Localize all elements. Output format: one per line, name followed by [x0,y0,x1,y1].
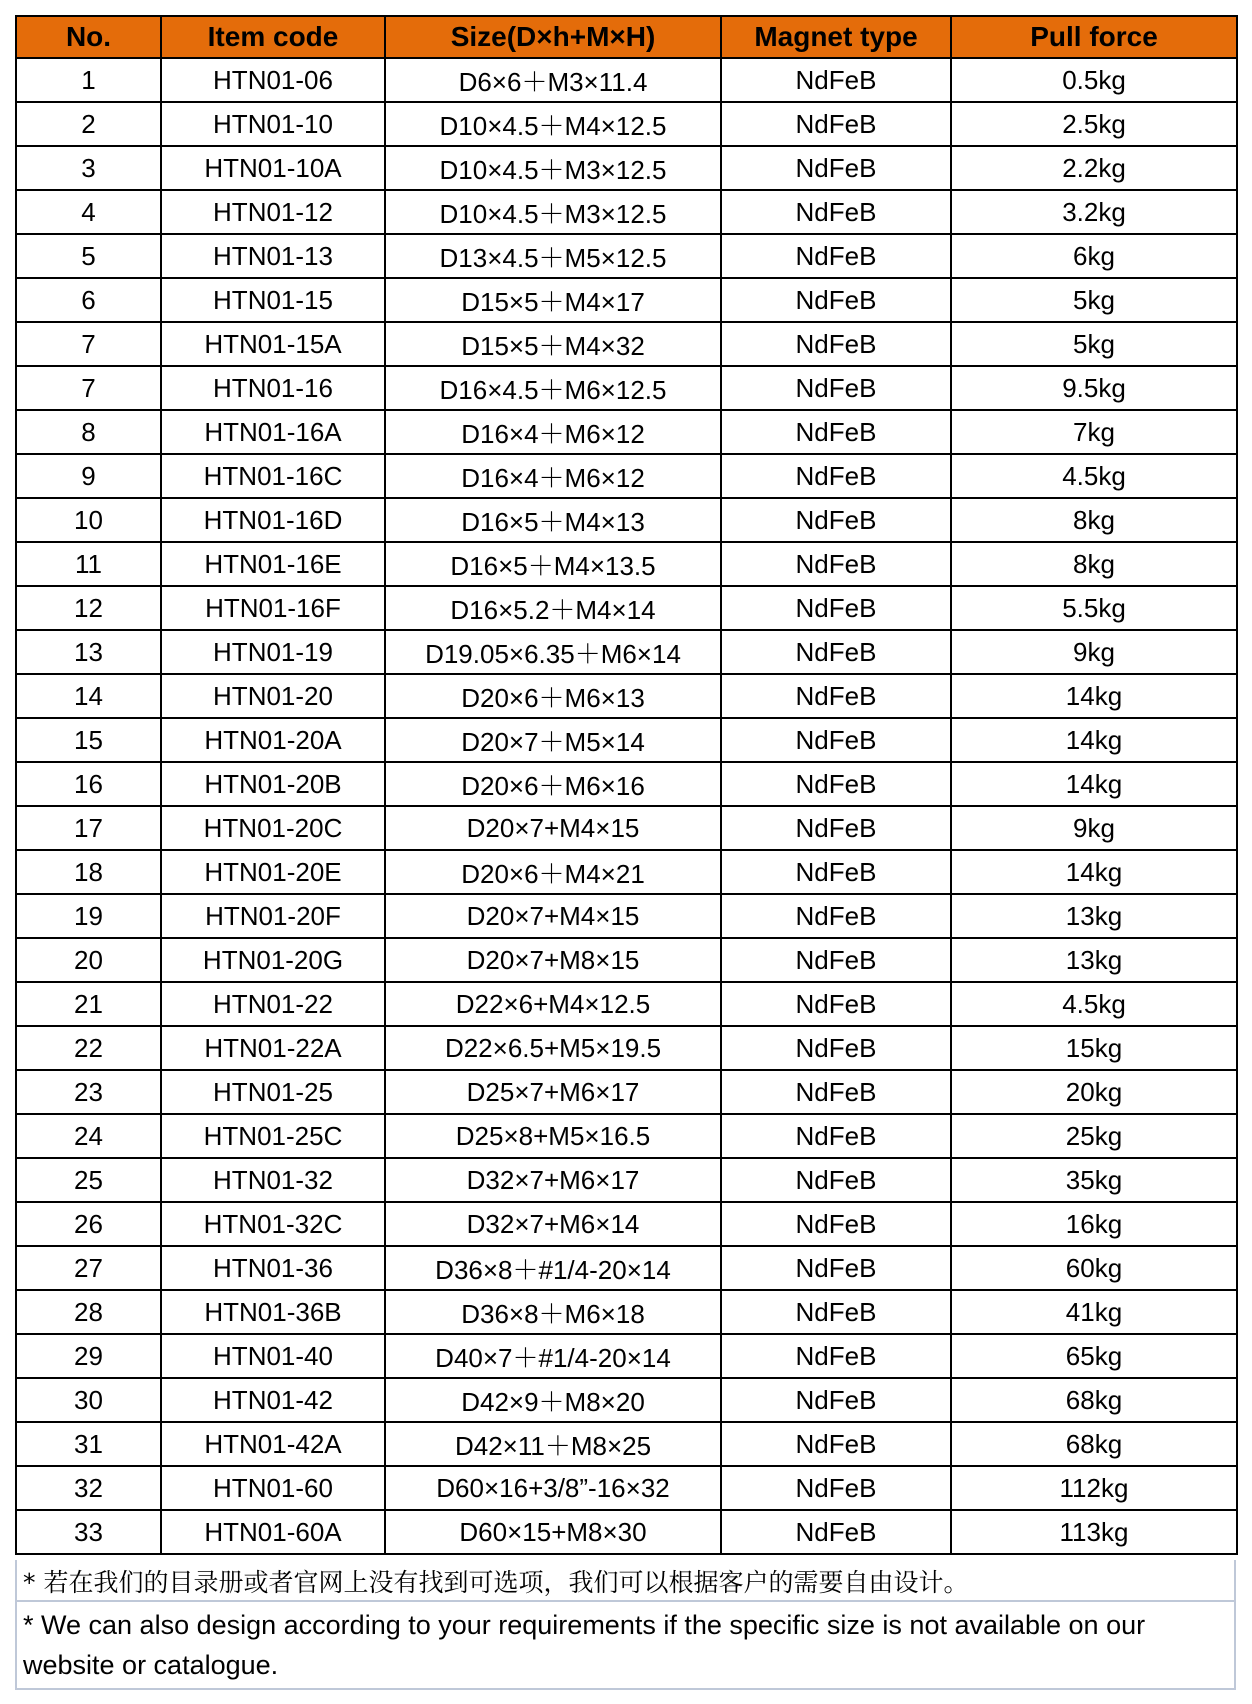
table-row [16,806,1237,850]
cell-size: D42×9＋M8×20 [385,1378,721,1422]
cell-magnet-type: NdFeB [721,322,951,366]
table-row [16,1114,1237,1158]
table-row [16,1158,1237,1202]
cell-size: D20×6＋M6×13 [385,674,721,718]
cell-pull-force: 68kg [951,1422,1237,1466]
cell-pull-force: 112kg [951,1466,1237,1510]
cell-no: 31 [16,1422,161,1466]
cell-size: D16×5＋M4×13 [385,498,721,542]
cell-magnet-type: NdFeB [721,806,951,850]
cell-item-code: HTN01-16A [161,410,385,454]
cell-pull-force: 9.5kg [951,366,1237,410]
cell-no: 22 [16,1026,161,1070]
cell-size: D36×8＋M6×18 [385,1290,721,1334]
cell-size: D15×5＋M4×32 [385,322,721,366]
cell-size: D16×5＋M4×13.5 [385,542,721,586]
cell-magnet-type: NdFeB [721,850,951,894]
cell-item-code: HTN01-15A [161,322,385,366]
cell-item-code: HTN01-16E [161,542,385,586]
cell-pull-force: 2.5kg [951,102,1237,146]
table-row [16,630,1237,674]
cell-pull-force: 68kg [951,1378,1237,1422]
cell-size: D10×4.5＋M3×12.5 [385,190,721,234]
cell-magnet-type: NdFeB [721,630,951,674]
table-row [16,850,1237,894]
cell-no: 18 [16,850,161,894]
header-pull-force: Pull force [951,16,1237,58]
cell-magnet-type: NdFeB [721,234,951,278]
cell-magnet-type: NdFeB [721,146,951,190]
table-row [16,1466,1237,1510]
cell-pull-force: 13kg [951,938,1237,982]
cell-pull-force: 4.5kg [951,454,1237,498]
table-row [16,894,1237,938]
cell-no: 20 [16,938,161,982]
cell-size: D10×4.5＋M3×12.5 [385,146,721,190]
cell-size: D6×6＋M3×11.4 [385,58,721,102]
table-row [16,454,1237,498]
cell-no: 24 [16,1114,161,1158]
cell-no: 7 [16,366,161,410]
cell-no: 7 [16,322,161,366]
cell-item-code: HTN01-32 [161,1158,385,1202]
table-row [16,1290,1237,1334]
cell-no: 30 [16,1378,161,1422]
table-body [16,58,1237,1554]
cell-magnet-type: NdFeB [721,542,951,586]
cell-size: D20×7＋M5×14 [385,718,721,762]
cell-magnet-type: NdFeB [721,1070,951,1114]
cell-magnet-type: NdFeB [721,938,951,982]
cell-magnet-type: NdFeB [721,674,951,718]
cell-magnet-type: NdFeB [721,366,951,410]
cell-item-code: HTN01-19 [161,630,385,674]
table-row [16,498,1237,542]
cell-no: 6 [16,278,161,322]
cell-item-code: HTN01-40 [161,1334,385,1378]
footnotes [15,1560,1236,1690]
cell-item-code: HTN01-10A [161,146,385,190]
cell-magnet-type: NdFeB [721,102,951,146]
cell-pull-force: 0.5kg [951,58,1237,102]
cell-magnet-type: NdFeB [721,1202,951,1246]
cell-no: 28 [16,1290,161,1334]
table-row [16,762,1237,806]
cell-magnet-type: NdFeB [721,58,951,102]
table-row [16,938,1237,982]
cell-magnet-type: NdFeB [721,1510,951,1554]
cell-magnet-type: NdFeB [721,1158,951,1202]
cell-size: D10×4.5＋M4×12.5 [385,102,721,146]
cell-pull-force: 15kg [951,1026,1237,1070]
table-row [16,58,1237,102]
table-row [16,1378,1237,1422]
cell-size: D16×4＋M6×12 [385,410,721,454]
cell-size: D32×7+M6×17 [385,1158,721,1202]
header-no: No. [16,16,161,58]
cell-pull-force: 7kg [951,410,1237,454]
cell-magnet-type: NdFeB [721,894,951,938]
cell-magnet-type: NdFeB [721,1466,951,1510]
table-row [16,190,1237,234]
cell-pull-force: 14kg [951,762,1237,806]
cell-item-code: HTN01-60A [161,1510,385,1554]
cell-item-code: HTN01-16C [161,454,385,498]
cell-pull-force: 35kg [951,1158,1237,1202]
cell-size: D25×8+M5×16.5 [385,1114,721,1158]
cell-size: D60×15+M8×30 [385,1510,721,1554]
cell-item-code: HTN01-20A [161,718,385,762]
cell-pull-force: 20kg [951,1070,1237,1114]
cell-item-code: HTN01-20F [161,894,385,938]
cell-size: D32×7+M6×14 [385,1202,721,1246]
cell-item-code: HTN01-10 [161,102,385,146]
cell-no: 26 [16,1202,161,1246]
cell-pull-force: 8kg [951,498,1237,542]
cell-item-code: HTN01-42 [161,1378,385,1422]
table-row [16,102,1237,146]
cell-size: D20×7+M4×15 [385,806,721,850]
cell-no: 15 [16,718,161,762]
cell-size: D25×7+M6×17 [385,1070,721,1114]
cell-size: D22×6+M4×12.5 [385,982,721,1026]
cell-item-code: HTN01-16F [161,586,385,630]
table-row [16,146,1237,190]
cell-magnet-type: NdFeB [721,586,951,630]
cell-size: D15×5＋M4×17 [385,278,721,322]
header-item-code: Item code [161,16,385,58]
cell-size: D36×8＋#1/4-20×14 [385,1246,721,1290]
table-row [16,1026,1237,1070]
cell-pull-force: 9kg [951,630,1237,674]
cell-no: 1 [16,58,161,102]
cell-magnet-type: NdFeB [721,410,951,454]
cell-pull-force: 65kg [951,1334,1237,1378]
cell-no: 9 [16,454,161,498]
cell-no: 14 [16,674,161,718]
cell-size: D16×4＋M6×12 [385,454,721,498]
cell-pull-force: 14kg [951,674,1237,718]
cell-size: D20×6＋M4×21 [385,850,721,894]
table-row [16,1070,1237,1114]
cell-item-code: HTN01-42A [161,1422,385,1466]
cell-item-code: HTN01-36 [161,1246,385,1290]
header-magnet-type: Magnet type [721,16,951,58]
table-row [16,1246,1237,1290]
cell-pull-force: 14kg [951,850,1237,894]
cell-item-code: HTN01-20G [161,938,385,982]
cell-size: D13×4.5＋M5×12.5 [385,234,721,278]
cell-pull-force: 113kg [951,1510,1237,1554]
table-row [16,234,1237,278]
cell-magnet-type: NdFeB [721,190,951,234]
cell-item-code: HTN01-22A [161,1026,385,1070]
cell-item-code: HTN01-25C [161,1114,385,1158]
cell-item-code: HTN01-20E [161,850,385,894]
cell-item-code: HTN01-20 [161,674,385,718]
cell-item-code: HTN01-15 [161,278,385,322]
cell-magnet-type: NdFeB [721,454,951,498]
cell-item-code: HTN01-16D [161,498,385,542]
cell-pull-force: 13kg [951,894,1237,938]
cell-magnet-type: NdFeB [721,1290,951,1334]
cell-no: 10 [16,498,161,542]
cell-magnet-type: NdFeB [721,1246,951,1290]
cell-size: D20×7+M8×15 [385,938,721,982]
cell-magnet-type: NdFeB [721,1114,951,1158]
cell-no: 23 [16,1070,161,1114]
cell-size: D20×6＋M6×16 [385,762,721,806]
table-row [16,322,1237,366]
table-row [16,1510,1237,1554]
cell-magnet-type: NdFeB [721,1334,951,1378]
cell-size: D19.05×6.35＋M6×14 [385,630,721,674]
cell-magnet-type: NdFeB [721,278,951,322]
note-chinese: * 若在我们的目录册或者官网上没有找到可选项，我们可以根据客户的需要自由设计。 [15,1560,1236,1602]
cell-size: D16×5.2＋M4×14 [385,586,721,630]
cell-pull-force: 5kg [951,322,1237,366]
cell-pull-force: 8kg [951,542,1237,586]
cell-item-code: HTN01-13 [161,234,385,278]
table-row [16,366,1237,410]
header-size: Size(D×h+M×H) [385,16,721,58]
table-row [16,410,1237,454]
cell-magnet-type: NdFeB [721,1378,951,1422]
cell-no: 13 [16,630,161,674]
cell-pull-force: 25kg [951,1114,1237,1158]
table-row [16,1202,1237,1246]
cell-no: 32 [16,1466,161,1510]
cell-pull-force: 3.2kg [951,190,1237,234]
cell-item-code: HTN01-20C [161,806,385,850]
header-row [16,16,1237,58]
cell-no: 8 [16,410,161,454]
cell-item-code: HTN01-12 [161,190,385,234]
cell-magnet-type: NdFeB [721,498,951,542]
cell-item-code: HTN01-60 [161,1466,385,1510]
cell-size: D40×7＋#1/4-20×14 [385,1334,721,1378]
cell-item-code: HTN01-32C [161,1202,385,1246]
cell-no: 19 [16,894,161,938]
cell-item-code: HTN01-20B [161,762,385,806]
cell-magnet-type: NdFeB [721,762,951,806]
table-row [16,586,1237,630]
cell-pull-force: 9kg [951,806,1237,850]
cell-size: D42×11＋M8×25 [385,1422,721,1466]
cell-magnet-type: NdFeB [721,982,951,1026]
table-row [16,674,1237,718]
cell-item-code: HTN01-22 [161,982,385,1026]
cell-pull-force: 2.2kg [951,146,1237,190]
cell-no: 16 [16,762,161,806]
cell-size: D20×7+M4×15 [385,894,721,938]
cell-no: 25 [16,1158,161,1202]
magnet-spec-table [15,15,1238,1555]
cell-no: 12 [16,586,161,630]
cell-no: 33 [16,1510,161,1554]
cell-pull-force: 16kg [951,1202,1237,1246]
table-row [16,718,1237,762]
cell-item-code: HTN01-16 [161,366,385,410]
cell-magnet-type: NdFeB [721,1026,951,1070]
cell-no: 11 [16,542,161,586]
table-row [16,1422,1237,1466]
cell-no: 21 [16,982,161,1026]
cell-size: D22×6.5+M5×19.5 [385,1026,721,1070]
cell-no: 2 [16,102,161,146]
cell-pull-force: 60kg [951,1246,1237,1290]
cell-magnet-type: NdFeB [721,718,951,762]
cell-item-code: HTN01-25 [161,1070,385,1114]
cell-size: D60×16+3/8”-16×32 [385,1466,721,1510]
cell-no: 5 [16,234,161,278]
cell-magnet-type: NdFeB [721,1422,951,1466]
table-row [16,542,1237,586]
table-row [16,982,1237,1026]
cell-pull-force: 4.5kg [951,982,1237,1026]
cell-pull-force: 14kg [951,718,1237,762]
table-row [16,278,1237,322]
cell-item-code: HTN01-06 [161,58,385,102]
note-english: * We can also design according to your requirements if the specific size is not available on our website or catalogue. [15,1602,1236,1690]
table-row [16,1334,1237,1378]
cell-no: 3 [16,146,161,190]
cell-item-code: HTN01-36B [161,1290,385,1334]
cell-pull-force: 6kg [951,234,1237,278]
cell-size: D16×4.5＋M6×12.5 [385,366,721,410]
cell-pull-force: 41kg [951,1290,1237,1334]
cell-no: 17 [16,806,161,850]
cell-no: 29 [16,1334,161,1378]
table-header [16,16,1237,58]
cell-no: 27 [16,1246,161,1290]
cell-pull-force: 5kg [951,278,1237,322]
cell-pull-force: 5.5kg [951,586,1237,630]
cell-no: 4 [16,190,161,234]
